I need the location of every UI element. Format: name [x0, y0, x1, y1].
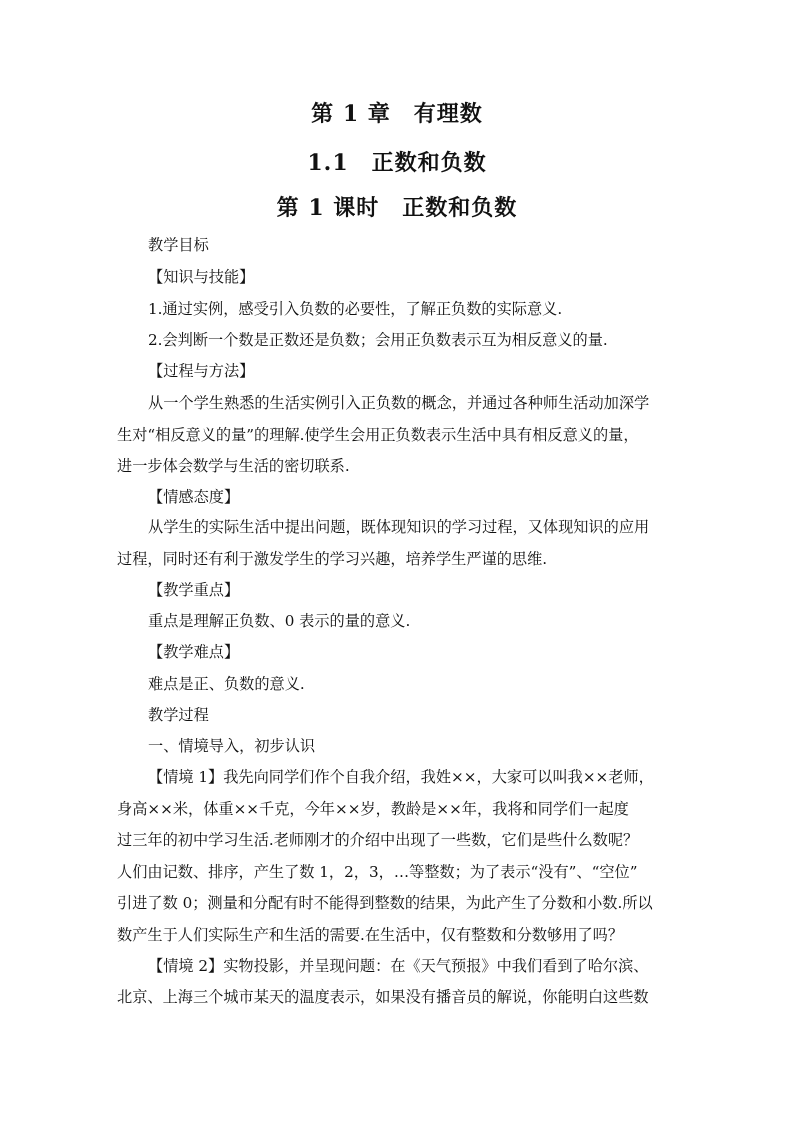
heading-process-method: 【过程与方法】: [148, 362, 255, 380]
chapter-title: 第 1 章 有理数: [311, 101, 483, 127]
heading-teaching-process: 教学过程: [148, 706, 209, 724]
paragraph-line: 【情境 2】实物投影，并呈现问题：在《天气预报》中我们看到了哈尔滨、: [148, 957, 649, 975]
paragraph-line: 人们由记数、排序，产生了数 1，2，3，…等整数；为了表示“没有”、“空位”: [117, 863, 638, 881]
heading-situation-intro: 一、情境导入，初步认识: [148, 737, 316, 755]
paragraph-line: 从一个学生熟悉的生活实例引入正负数的概念，并通过各种师生活动加深学: [148, 394, 650, 412]
heading-key-point: 【教学重点】: [148, 581, 240, 599]
lesson-title: 第 1 课时 正数和负数: [276, 195, 518, 221]
paragraph-line: 重点是理解正负数、0 表示的量的意义.: [148, 612, 411, 630]
objective-item-1: 1.通过实例，感受引入负数的必要性，了解正负数的实际意义.: [148, 300, 563, 318]
objective-item-2: 2.会判断一个数是正数还是负数；会用正负数表示互为相反意义的量.: [148, 331, 608, 349]
paragraph-line: 生对“相反意义的量”的理解.使学生会用正负数表示生活中具有相反意义的量，: [117, 426, 639, 444]
paragraph-line: 过程，同时还有利于激发学生的学习兴趣，培养学生严谨的思维.: [117, 550, 548, 568]
paragraph-line: 北京、上海三个城市某天的温度表示，如果没有播音员的解说，你能明白这些数: [117, 988, 649, 1006]
paragraph-line: 过三年的初中学习生活.老师刚才的介绍中出现了一些数，它们是些什么数呢？: [117, 831, 639, 849]
paragraph-line: 进一步体会数学与生活的密切联系.: [117, 457, 350, 475]
paragraph-line: 【情境 1】我先向同学们作个自我介绍，我姓××，大家可以叫我××老师，: [148, 768, 654, 786]
heading-emotion-attitude: 【情感态度】: [148, 488, 240, 506]
paragraph-line: 难点是正、负数的意义.: [148, 675, 305, 693]
heading-difficult-point: 【教学难点】: [148, 643, 240, 661]
paragraph-line: 从学生的实际生活中提出问题，既体现知识的学习过程，又体现知识的应用: [148, 518, 650, 536]
paragraph-line: 引进了数 0；测量和分配有时不能得到整数的结果，为此产生了分数和小数.所以: [117, 894, 653, 912]
heading-knowledge-skills: 【知识与技能】: [148, 268, 255, 286]
heading-teaching-objectives: 教学目标: [148, 236, 209, 254]
paragraph-line: 身高××米，体重××千克，今年××岁，教龄是××年，我将和同学们一起度: [117, 800, 629, 818]
paragraph-line: 数产生于人们实际生产和生活的需要.在生活中，仅有整数和分数够用了吗？: [117, 926, 624, 944]
section-title: 1.1 正数和负数: [307, 150, 487, 176]
